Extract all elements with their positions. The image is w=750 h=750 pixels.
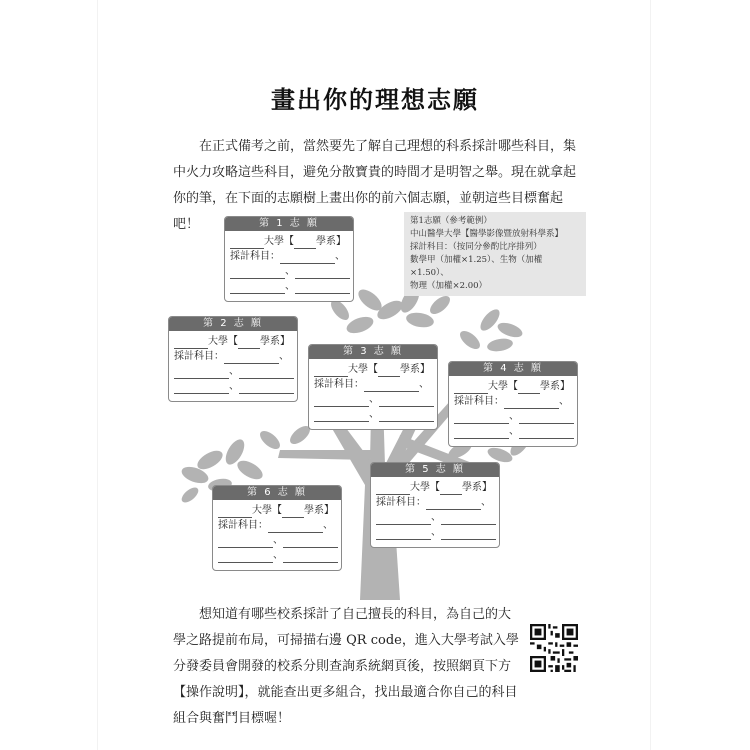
reference-line: 數學甲（加權×1.25）、生物（加權×1.50）、 <box>410 255 543 278</box>
wish-card-header: 第 1 志 願 <box>225 217 353 231</box>
reference-line: 中山醫學大學【醫學影像暨放射科學系】 <box>410 229 564 239</box>
department-label: 學系】 <box>540 381 570 392</box>
university-label: 大學【 <box>252 505 282 516</box>
wish-card-5[interactable]: 第 5 志 願 大學【 學系】 採計科目： 、 、 、 <box>370 462 500 548</box>
department-label: 學系】 <box>260 336 290 347</box>
university-label: 大學【 <box>264 236 294 247</box>
university-label: 大學【 <box>488 381 518 392</box>
subjects-label: 採計科目： <box>174 351 224 362</box>
reference-line: 第1志願（參考範例） <box>410 216 492 226</box>
subjects-label: 採計科目： <box>454 396 504 407</box>
university-label: 大學【 <box>208 336 238 347</box>
wish-card-header: 第 5 志 願 <box>371 463 499 477</box>
wish-card-header: 第 6 志 願 <box>213 486 341 500</box>
department-label: 學系】 <box>316 236 346 247</box>
wish-card-6[interactable]: 第 6 志 願 大學【 學系】 採計科目： 、 、 、 <box>212 485 342 571</box>
department-label: 學系】 <box>400 364 430 375</box>
subjects-label: 採計科目： <box>314 379 364 390</box>
wish-card-header: 第 3 志 願 <box>309 345 437 359</box>
intro-paragraph: 在正式備考之前，當然要先了解自己理想的科系採計哪些科目，集中火力攻略這些科目，避免分散寶貴的時間才是明智之舉。現在就拿起你的筆，在下面的志願樹上畫出你的前六個志願，並朝這些目標奮起吧！ <box>173 139 577 232</box>
department-label: 學系】 <box>462 482 492 493</box>
wish-card-1[interactable]: 第 1 志 願 大學【 學系】 採計科目： 、 、 、 <box>224 216 354 302</box>
outro-paragraph: 想知道有哪些校系採計了自己擅長的科目，為自己的大學之路提前布局，可掃描右邊 QR code，進入大學考試入學分發委員會開發的校系分則查詢系統網頁後，按照網頁下方【操作說明】，就能查出更多組合，找出最適合你自己的科目組合與奮鬥目標喔！ <box>173 607 519 726</box>
reference-line: 採計科目：（按同分參酌比序排列） <box>410 242 542 252</box>
subjects-label: 採計科目： <box>376 497 426 508</box>
page-title: 畫出你的理想志願 <box>271 86 479 114</box>
reference-example <box>404 212 586 296</box>
wish-card-3[interactable]: 第 3 志 願 大學【 學系】 採計科目： 、 、 、 <box>308 344 438 430</box>
wish-card-header: 第 4 志 願 <box>449 362 577 376</box>
university-label: 大學【 <box>348 364 378 375</box>
subjects-label: 採計科目： <box>218 520 268 531</box>
wish-card-header: 第 2 志 願 <box>169 317 297 331</box>
qr-code-icon[interactable] <box>530 624 578 672</box>
university-label: 大學【 <box>410 482 440 493</box>
department-label: 學系】 <box>304 505 334 516</box>
wish-card-2[interactable]: 第 2 志 願 大學【 學系】 採計科目： 、 、 、 <box>168 316 298 402</box>
subjects-label: 採計科目： <box>230 251 280 262</box>
wish-card-4[interactable]: 第 4 志 願 大學【 學系】 採計科目： 、 、 、 <box>448 361 578 447</box>
reference-line: 物理（加權×2.00） <box>410 281 488 291</box>
